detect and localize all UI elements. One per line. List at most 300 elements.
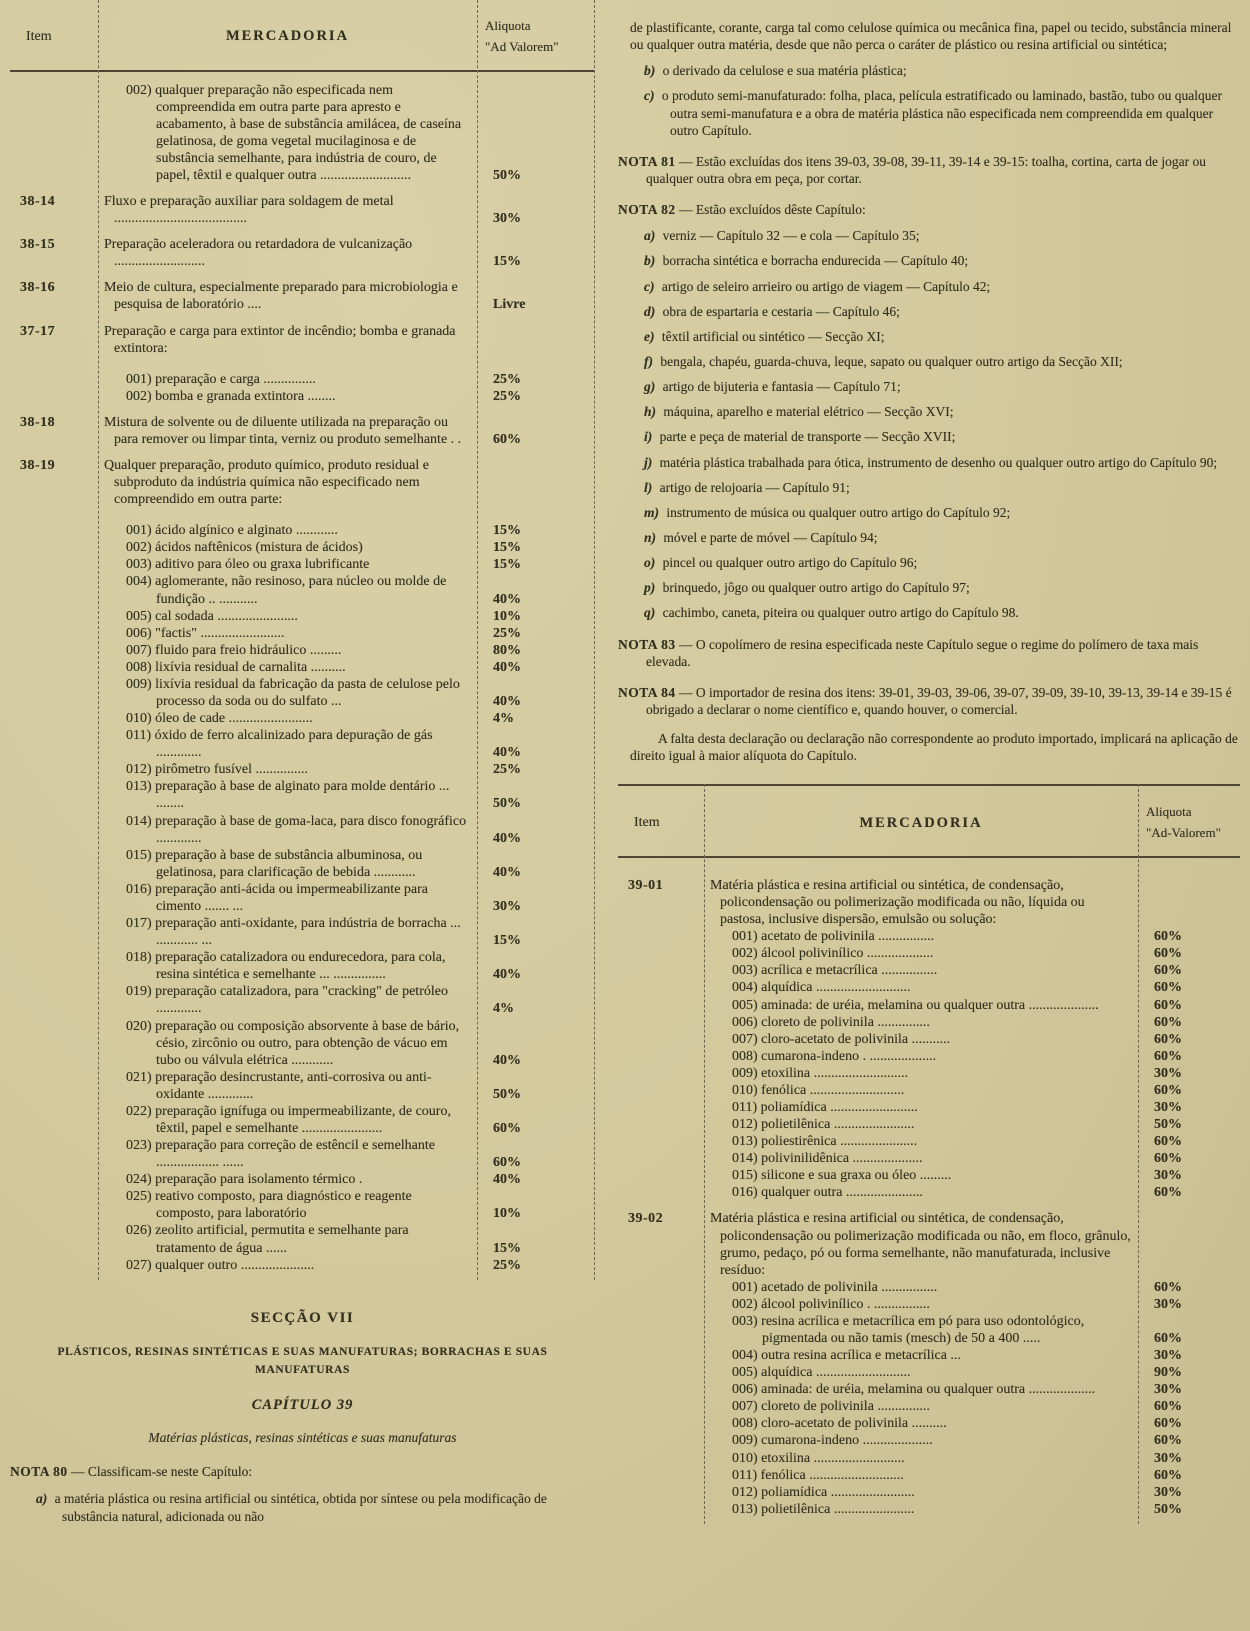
item-code — [10, 642, 98, 659]
column-divider — [594, 0, 595, 1280]
item-code — [10, 556, 98, 573]
column-header-mercadoria: MERCADORIA — [225, 28, 350, 45]
description: 001) acetado de polivinila ................ — [732, 1279, 938, 1295]
rate: 90% — [1154, 1365, 1182, 1381]
rate: 60% — [1154, 1416, 1182, 1432]
rate: 30% — [1154, 1099, 1182, 1115]
table-row — [618, 1082, 1240, 1099]
item-code — [10, 761, 98, 778]
rate: 80% — [493, 642, 521, 658]
rate: 15% — [493, 540, 521, 556]
table-row — [618, 1467, 1240, 1484]
aliquota-line2: "Ad-Valorem" — [1146, 825, 1221, 841]
rate: 15% — [493, 1240, 521, 1256]
description: 024) preparação para isolamento térmico . — [126, 1172, 363, 1188]
lettered-item: c) artigo de seleiro arrieiro ou artigo de viagem — Capítulo 42; — [644, 278, 991, 294]
item-code — [618, 1065, 704, 1082]
lettered-item — [10, 1490, 595, 1524]
section-title: SECÇÃO VII — [250, 1309, 355, 1326]
rate: 60% — [1154, 1014, 1182, 1030]
rate: 60% — [1154, 997, 1182, 1013]
item-code — [10, 710, 98, 727]
lettered-item: m) instrumento de música ou qualquer outro artigo do Capítulo 92; — [644, 504, 1011, 520]
rate: 30% — [1154, 1168, 1182, 1184]
rate: 30% — [1154, 1065, 1182, 1081]
description: 001) acetato de polivinila ................ — [732, 929, 935, 945]
description: 013) preparação à base de alginato para molde dentário ... ........ — [126, 779, 450, 812]
item-letter: o) — [644, 555, 656, 571]
description: 012) polietilênica ....................... — [732, 1117, 915, 1133]
paragraph: de plastificante, corante, carga tal como celulose química ou mecânica fina, papel ou tecido, substância mineral ou qualquer outra matéria, desde que não perca o caráter de plástico ou resina artificial ou sintética; — [630, 20, 1232, 53]
rate: 60% — [1154, 1330, 1182, 1346]
left-column — [10, 0, 595, 1525]
rate: 40% — [493, 659, 521, 675]
lettered-item: o) pincel ou qualquer outro artigo do Capítulo 96; — [644, 555, 918, 571]
table-row — [618, 1313, 1240, 1347]
rate: 30% — [1154, 1484, 1182, 1500]
table-row — [618, 1501, 1240, 1518]
rate: 10% — [493, 608, 521, 624]
description: 006) cloreto de polivinila ............... — [732, 1014, 930, 1030]
table-row — [618, 1296, 1240, 1313]
table-row — [618, 1133, 1240, 1150]
description: 007) cloro-acetato de polivinila ........... — [732, 1031, 951, 1047]
column-divider — [477, 0, 478, 1280]
item-code — [10, 1018, 98, 1069]
rate: 30% — [1154, 1382, 1182, 1398]
rate: 25% — [493, 625, 521, 641]
chapter-title: CAPÍTULO 39 — [251, 1397, 354, 1414]
description: 011) fenólica ........................... — [732, 1467, 904, 1483]
section-footer — [10, 1310, 595, 1525]
table-header — [618, 784, 1240, 858]
tariff-table-right — [618, 784, 1240, 1523]
nota-label: NOTA 84 — [618, 684, 676, 700]
rate: 60% — [493, 1120, 521, 1136]
column-header-aliquota — [477, 16, 595, 58]
item-letter: b) — [644, 63, 656, 79]
lettered-item: b) o derivado da celulose e sua matéria plástica; — [644, 63, 907, 79]
column-header-item: Item — [634, 815, 660, 831]
rate: 50% — [1154, 1501, 1182, 1517]
description: 004) outra resina acrílica e metacrílica ... — [732, 1348, 961, 1364]
lettered-item: f) bengala, chapéu, guarda-chuva, leque, sapato ou qualquer outro artigo da Secção XII; — [644, 353, 1123, 369]
item-code: 39-01 — [628, 877, 664, 893]
rate: 60% — [1154, 1082, 1182, 1098]
lettered-item: i) parte e peça de material de transporte — Secção XVII; — [644, 429, 956, 445]
table-row — [618, 1279, 1240, 1296]
nota-80 — [10, 1464, 595, 1480]
item-letter: n) — [644, 529, 657, 545]
description: Fluxo e preparação auxiliar para soldagem de metal ...................................... — [104, 194, 394, 227]
table-row — [618, 877, 1240, 928]
description: 010) etoxilina .......................... — [732, 1450, 905, 1466]
description: 014) polivinilidênica .................... — [732, 1151, 923, 1167]
rate: 25% — [493, 388, 521, 404]
description: 002) álcool polivinílico ................... — [732, 946, 934, 962]
chapter-subtitle: Matérias plásticas, resinas sintéticas e suas manufaturas — [148, 1430, 457, 1446]
item-letter: g) — [644, 379, 656, 395]
item-code — [10, 82, 98, 184]
lettered-item: g) artigo de bijuteria e fantasia — Capítulo 71; — [644, 379, 901, 395]
item-code — [618, 1398, 704, 1415]
description: 001) ácido algínico e alginato ............ — [126, 523, 338, 539]
description: 002) bomba e granada extintora ........ — [126, 388, 336, 404]
rate: 60% — [1154, 1031, 1182, 1047]
rate: 30% — [1154, 1348, 1182, 1364]
item-letter: b) — [644, 253, 656, 269]
item-code — [618, 928, 704, 945]
item-code — [10, 1103, 98, 1137]
table-row — [618, 945, 1240, 962]
description: 027) qualquer outro ..................... — [126, 1257, 315, 1273]
nota-label: NOTA 82 — [618, 202, 676, 218]
item-code — [618, 1296, 704, 1313]
item-code — [10, 659, 98, 676]
description: 026) zeolito artificial, permutita e semelhante para tratamento de água ...... — [126, 1223, 409, 1256]
description: 002) álcool polivinílico . ................ — [732, 1296, 930, 1312]
column-divider — [98, 0, 99, 1280]
item-code — [10, 949, 98, 983]
item-code — [10, 881, 98, 915]
nota-text: — Classificam-se neste Capítulo: — [67, 1464, 253, 1480]
description: 008) cloro-acetato de polivinila .......... — [732, 1416, 947, 1432]
table-row — [618, 1432, 1240, 1449]
rate: 25% — [493, 1257, 521, 1273]
rate: 60% — [1154, 1467, 1182, 1483]
item-code — [10, 522, 98, 539]
aliquota-line1: Aliquota — [1146, 804, 1192, 820]
item-code — [618, 1116, 704, 1133]
item-code — [618, 1484, 704, 1501]
rate: 4% — [493, 711, 514, 727]
item-code — [618, 1432, 704, 1449]
item-code — [10, 371, 98, 388]
item-letter: e) — [644, 328, 655, 344]
rate: 40% — [493, 830, 521, 846]
rate: Livre — [493, 297, 526, 313]
item-code — [10, 676, 98, 710]
item-code — [618, 1313, 704, 1347]
description: 007) fluido para freio hidráulico ......... — [126, 642, 342, 658]
item-code — [10, 573, 98, 607]
description: Meio de cultura, especialmente preparado para microbiologia e pesquisa de laboratório .... — [104, 280, 458, 313]
lettered-item: h) máquina, aparelho e material elétrico — Secção XVI; — [644, 404, 954, 420]
item-code — [10, 915, 98, 949]
table-row — [618, 1415, 1240, 1432]
rate: 50% — [493, 167, 521, 183]
rate: 60% — [1154, 980, 1182, 996]
rate: 50% — [493, 796, 521, 812]
item-code — [10, 1171, 98, 1188]
description: 023) preparação para correção de estêncil e semelhante .................. ...... — [126, 1138, 435, 1171]
description: 011) óxido de ferro alcalinizado para depuração de gás ............. — [126, 728, 433, 761]
description: Matéria plástica e resina artificial ou sintética, de condensação, policondensação ou polimerização modificada ou não, em floco, grânulo, grumo, pedaço, pó ou forma semelhante, não manufaturada, inclusive resíduo: — [710, 1211, 1131, 1278]
description: 025) reativo composto, para diagnóstico e reagente composto, para laboratório — [126, 1189, 412, 1222]
item-code — [10, 539, 98, 556]
rate: 40% — [493, 1172, 521, 1188]
item-code — [10, 1222, 98, 1256]
column-divider — [1138, 784, 1139, 1523]
column-header-mercadoria: MERCADORIA — [859, 814, 983, 831]
aliquota-line2: "Ad Valorem" — [485, 38, 559, 54]
item-code — [618, 1184, 704, 1201]
description: 002) ácidos naftênicos (mistura de ácidos) — [126, 540, 363, 556]
column-header-item: Item — [26, 28, 52, 44]
item-code — [10, 778, 98, 812]
lettered-item: e) têxtil artificial ou sintético — Secção XI; — [644, 328, 885, 344]
item-code: 38-14 — [20, 194, 56, 210]
rate: 4% — [493, 1001, 514, 1017]
rate: 40% — [493, 694, 521, 710]
item-letter: j) — [644, 454, 653, 470]
item-letter: q) — [644, 605, 656, 621]
rate: 40% — [493, 1052, 521, 1068]
description: Matéria plástica e resina artificial ou sintética, de condensação, policondensação ou polimerização modificada ou não, líquida ou pastosa, inclusive dispersão, emulsão ou solução: — [710, 877, 1085, 928]
lettered-item: q) cachimbo, caneta, piteira ou qualquer outro artigo do Capítulo 98. — [644, 605, 1019, 621]
description: 003) resina acrílica e metacrílica em pó para uso odontológico, pigmentada ou não tamis (mesch) de 50 a 400 ..... — [732, 1313, 1085, 1346]
table-row — [618, 1381, 1240, 1398]
aliquota-line1: Aliquota — [485, 18, 531, 33]
item-letter: a) — [644, 228, 656, 244]
description: 005) cal sodada ....................... — [126, 608, 298, 624]
item-code — [618, 1381, 704, 1398]
item-code — [618, 1082, 704, 1099]
rate: 15% — [493, 254, 521, 270]
item-letter: a) — [36, 1491, 48, 1507]
description: 010) óleo de cade ........................ — [126, 711, 313, 727]
description: 018) preparação catalizadora ou endurecedora, para cola, resina sintética e semelhante ... ............... — [126, 950, 446, 983]
item-code — [10, 1188, 98, 1222]
item-code — [618, 1031, 704, 1048]
description: 013) poliestirênica ...................... — [732, 1134, 918, 1150]
item-code — [618, 1279, 704, 1296]
lettered-item: j) matéria plástica trabalhada para ótica, instrumento de desenho ou qualquer outro artigo do Capítulo 90; — [644, 454, 1218, 470]
table-row — [618, 928, 1240, 945]
description: 001) preparação e carga ............... — [126, 371, 316, 387]
table-row — [618, 997, 1240, 1014]
nota-block: NOTA 81 — Estão excluídas dos itens 39-03, 39-08, 39-11, 39-14 e 39-15: toalha, cortina, carta de jogar ou qualquer outra obra em peça, por cortar. — [618, 153, 1207, 186]
rate: 30% — [1154, 1296, 1182, 1312]
rate: 50% — [1154, 1117, 1182, 1133]
item-code: 38-15 — [20, 237, 56, 253]
table-row — [618, 1210, 1240, 1278]
description: 017) preparação anti-oxidante, para indústria de borracha ... ............ ... — [126, 916, 461, 949]
nota-label: NOTA 83 — [618, 636, 676, 652]
table-row — [618, 1398, 1240, 1415]
rate: 30% — [493, 211, 521, 227]
description: 005) aminada: de uréia, melamina ou qualquer outra .................... — [732, 997, 1099, 1013]
description: 014) preparação à base de goma-laca, para disco fonográfico ............. — [126, 813, 467, 846]
table-row — [618, 1484, 1240, 1501]
item-code — [10, 847, 98, 881]
item-code — [618, 1048, 704, 1065]
item-letter: c) — [644, 88, 655, 104]
item-code — [618, 1450, 704, 1467]
description: 003) aditivo para óleo ou graxa lubrificante — [126, 557, 370, 573]
item-code — [618, 1347, 704, 1364]
description: Qualquer preparação, produto químico, produto residual e subproduto da indústria química não especificado nem compreendido em outra parte: — [104, 458, 430, 508]
rate: 50% — [493, 1086, 521, 1102]
rate: 15% — [493, 933, 521, 949]
table-row — [618, 1450, 1240, 1467]
rate: 60% — [1154, 1134, 1182, 1150]
rate: 15% — [493, 557, 521, 573]
lettered-item: a) verniz — Capítulo 32 — e cola — Capítulo 35; — [644, 228, 920, 244]
item-code — [10, 625, 98, 642]
item-code: 38-19 — [20, 458, 56, 473]
item-letter: p) — [644, 580, 656, 596]
rate: 60% — [1154, 1048, 1182, 1064]
item-code: 39-02 — [628, 1211, 664, 1227]
description: Preparação aceleradora ou retardadora de vulcanização .......................... — [104, 237, 413, 270]
table-row — [618, 1065, 1240, 1082]
rate: 10% — [493, 1206, 521, 1222]
item-code — [10, 983, 98, 1017]
description: 016) qualquer outra ...................... — [732, 1185, 923, 1201]
item-code — [10, 608, 98, 625]
rate: 60% — [493, 1155, 521, 1171]
lettered-item: p) brinquedo, jôgo ou qualquer outro artigo do Capítulo 97; — [644, 580, 970, 596]
item-code — [618, 1364, 704, 1381]
item-code — [10, 388, 98, 405]
item-code — [618, 997, 704, 1014]
rate: 40% — [493, 745, 521, 761]
item-code — [10, 1257, 98, 1274]
description: 013) polietilênica ....................... — [732, 1501, 915, 1517]
rate: 15% — [493, 523, 521, 539]
nota-block: NOTA 84 — O importador de resina dos itens: 39-01, 39-03, 39-06, 39-07, 39-09, 39-10, 39-13, 39-14 e 39-15 é obrigado a declarar o nome científico e, quando houver, o comercial. — [618, 684, 1232, 717]
table-row — [618, 1031, 1240, 1048]
description: 005) alquídica ........................... — [732, 1365, 911, 1381]
description: 009) cumarona-indeno .................... — [732, 1433, 933, 1449]
table-body — [618, 858, 1240, 1524]
description: 006) "factis" ........................ — [126, 625, 285, 641]
table-row — [618, 1099, 1240, 1116]
rate: 60% — [1154, 929, 1182, 945]
item-code — [618, 979, 704, 996]
item-code: 37-17 — [20, 323, 56, 339]
rate: 60% — [1154, 1433, 1182, 1449]
rate: 60% — [1154, 1279, 1182, 1295]
description: 015) silicone e sua graxa ou óleo ......... — [732, 1168, 952, 1184]
description: 007) cloreto de polivinila ............... — [732, 1399, 930, 1415]
rate: 60% — [1154, 1399, 1182, 1415]
paragraph: A falta desta declaração ou declaração não correspondente ao produto importado, implicará na aplicação de direito igual à maior alíquota do Capítulo. — [630, 731, 1238, 764]
item-code — [618, 1167, 704, 1184]
description: 020) preparação ou composição absorvente à base de bário, césio, zircônio ou outro, para obtenção de vácuo em tubo ou válvula elétrica ............ — [126, 1018, 460, 1068]
nota-label: NOTA 81 — [618, 153, 676, 169]
table-row — [618, 1167, 1240, 1184]
rate: 40% — [493, 591, 521, 607]
rate: 40% — [493, 864, 521, 880]
rate: 25% — [493, 371, 521, 387]
description: 003) acrílica e metacrílica ................ — [732, 963, 938, 979]
tariff-table-left — [10, 0, 595, 1280]
rate: 30% — [493, 898, 521, 914]
table-row — [618, 1347, 1240, 1364]
description: 010) fenólica ........................... — [732, 1082, 905, 1098]
nota-label: NOTA 80 — [10, 1464, 68, 1480]
description: 009) lixívia residual da fabricação da pasta de celulose pelo processo da soda ou do sulfato ... — [126, 676, 460, 710]
description: 012) poliamídica ........................ — [732, 1484, 915, 1500]
description: 002) qualquer preparação não especificada nem compreendida em outra parte para apresto e acabamento, à base de substância amilácea, de caseína gelatinosa, de goma vegetal mucilaginosa e de substância semelhante, para indústria de couro, de papel, têxtil e qualquer outra .......................... — [126, 82, 462, 183]
description: 021) preparação desincrustante, anti-corrosiva ou anti-oxidante ............. — [126, 1069, 432, 1102]
rate: 60% — [493, 431, 521, 447]
item-letter: h) — [644, 404, 657, 420]
right-column — [618, 0, 1240, 1524]
description: 009) etoxilina ........................... — [732, 1065, 909, 1081]
item-code — [618, 1415, 704, 1432]
description: 008) lixívia residual de carnalita .......... — [126, 659, 346, 675]
item-code — [618, 1467, 704, 1484]
rate: 60% — [1154, 946, 1182, 962]
rate: 25% — [493, 762, 521, 778]
description: Mistura de solvente ou de diluente utilizada na preparação ou para remover ou limpar tinta, verniz ou produto semelhante . . — [104, 414, 462, 447]
table-row — [618, 1364, 1240, 1381]
item-code — [618, 1099, 704, 1116]
nota-block: NOTA 83 — O copolímero de resina especificada neste Capítulo segue o regime do polímero de taxa mais elevada. — [618, 636, 1199, 669]
description: 006) aminada: de uréia, melamina ou qualquer outra ................... — [732, 1382, 1096, 1398]
rate: 40% — [493, 967, 521, 983]
item-letter: d) — [644, 303, 656, 319]
rate: 60% — [1154, 1151, 1182, 1167]
table-row — [618, 1048, 1240, 1065]
table-row — [618, 979, 1240, 996]
description: 015) preparação à base de substância albuminosa, ou gelatinosa, para clarificação de bebida ............ — [126, 847, 423, 880]
item-code — [618, 1133, 704, 1150]
item-code — [10, 813, 98, 847]
description: 012) pirômetro fusível ............... — [126, 762, 308, 778]
table-row — [618, 1150, 1240, 1167]
description: 022) preparação ignífuga ou impermeabilizante, de couro, têxtil, papel e semelhante ....................... — [126, 1103, 451, 1136]
lettered-item: n) móvel e parte de móvel — Capítulo 94; — [644, 529, 878, 545]
item-text: a matéria plástica ou resina artificial ou sintética, obtida por síntese ou pela modificação de substância natural, adicionada ou não — [51, 1491, 547, 1524]
table-row — [618, 1184, 1240, 1201]
description: 008) cumarona-indeno . ................... — [732, 1048, 937, 1064]
item-letter: i) — [644, 429, 653, 445]
nota-block: NOTA 82 — Estão excluídos dêste Capítulo: — [618, 202, 866, 218]
description: 004) aglomerante, não resinoso, para núcleo ou molde de fundição .. ........... — [126, 574, 447, 607]
lettered-item: b) borracha sintética e borracha endurecida — Capítulo 40; — [644, 253, 969, 269]
rate: 30% — [1154, 1450, 1182, 1466]
item-code — [10, 1137, 98, 1171]
lettered-item: l) artigo de relojoaria — Capítulo 91; — [644, 479, 850, 495]
description: 019) preparação catalizadora, para "cracking" de petróleo ............. — [126, 984, 448, 1017]
item-code — [618, 962, 704, 979]
description: Preparação e carga para extintor de incêndio; bomba e granada extintora: — [104, 323, 456, 356]
table-row — [618, 1116, 1240, 1133]
column-divider — [704, 784, 705, 1523]
item-code — [618, 1150, 704, 1167]
item-code: 38-18 — [20, 414, 56, 430]
description: 011) poliamídica ......................... — [732, 1099, 918, 1115]
lettered-item: c) o produto semi-manufaturado: folha, placa, película estratificado ou laminado, bastão, tubo ou qualquer outra semi-manufatura e a obra de matéria plástica não especificada nem compreendida em qualquer outro Capítulo. — [644, 88, 1222, 138]
column-header-aliquota — [1138, 802, 1240, 844]
description: 004) alquídica ........................... — [732, 980, 911, 996]
table-row — [618, 962, 1240, 979]
lettered-item: d) obra de espartaria e cestaria — Capítulo 46; — [644, 303, 900, 319]
item-code — [618, 1501, 704, 1518]
section-subtitle: PLÁSTICOS, RESINAS SINTÉTICAS E SUAS MANUFATURAS; BORRACHAS E SUAS MANUFATURAS — [57, 1345, 548, 1377]
rate: 60% — [1154, 963, 1182, 979]
table-row — [618, 1014, 1240, 1031]
item-code — [10, 1069, 98, 1103]
description: 016) preparação anti-ácida ou impermeabilizante para cimento ....... ... — [126, 881, 429, 914]
item-letter: m) — [644, 504, 659, 520]
item-code: 38-16 — [20, 280, 56, 296]
rate: 60% — [1154, 1185, 1182, 1201]
